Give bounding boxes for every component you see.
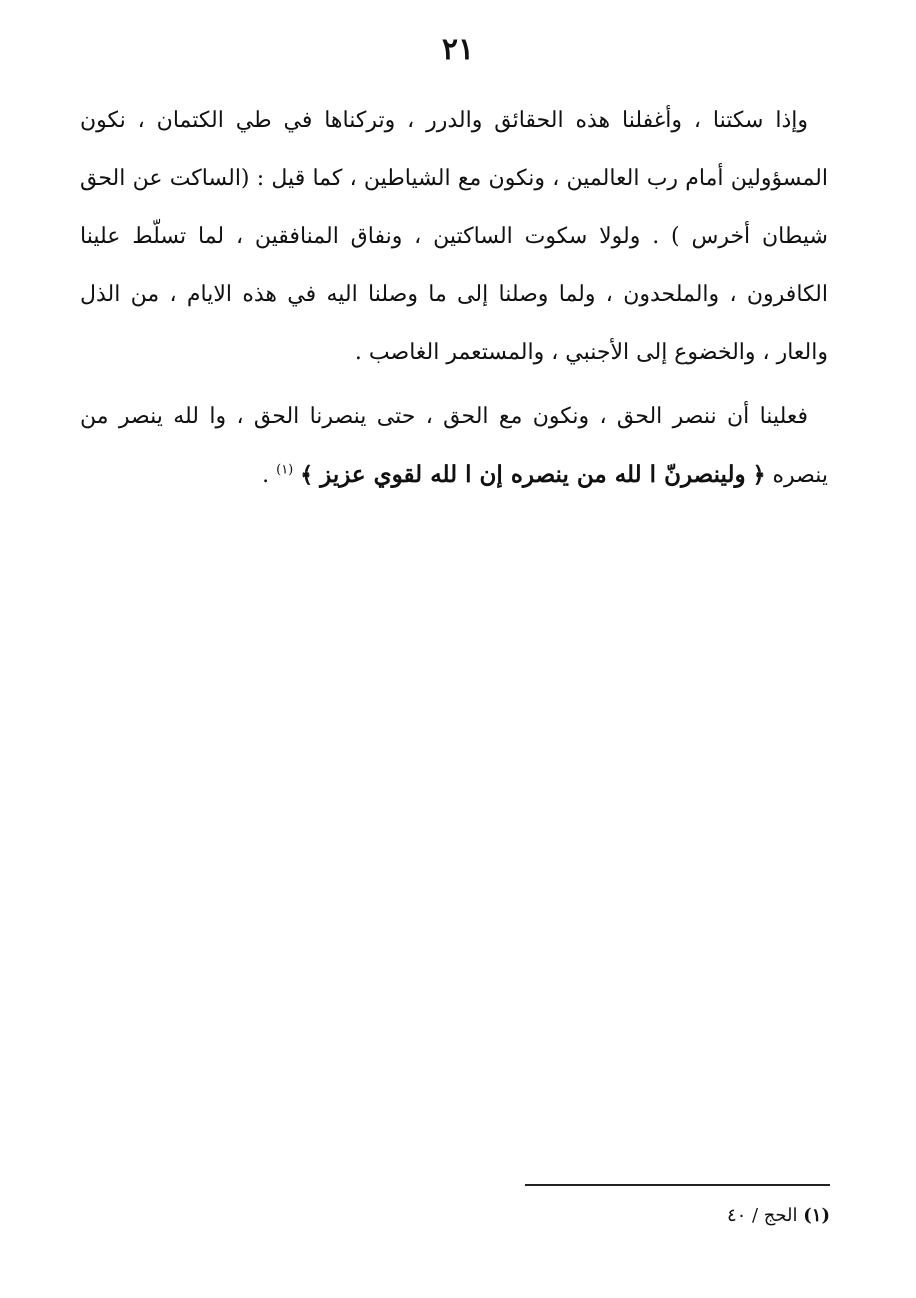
quran-close-bracket: ﴾	[300, 462, 314, 488]
paragraph-support-truth	[80, 388, 828, 505]
quran-open-bracket: ﴿	[752, 462, 766, 488]
paragraph-silence: وإذا سكتنا ، وأغفلنا هذه الحقائق والدرر ، وتركناها في طي الكتمان ، نكون المسؤولين أمام رب العالمين ، ونكون مع الشياطين ، كما قيل : (الساكت عن الحق شيطان أخرس ) . ولولا سكوت الساكتين ، ونفاق المنافقين ، لما تسلّط علينا الكافرون ، والملحدون ، ولما وصلنا إلى ما وصلنا اليه في هذه الايام ، من الذل والعار ، والخضوع إلى الأجنبي ، والمستعمر الغاصب .	[80, 108, 828, 365]
footnote-reference[interactable]: (١)	[276, 462, 294, 478]
footnote-divider	[525, 1184, 830, 1186]
paragraph-end-mark: .	[262, 463, 270, 488]
body-text	[80, 92, 828, 505]
paragraph-lead-text: فعلينا أن ننصر الحق ، ونكون مع الحق ، حتى ينصرنا الحق ، وا لله ينصر من ينصره	[80, 404, 828, 488]
quran-verse: ولينصرنّ ا لله من ينصره إن ا لله لقوي عزيز	[320, 461, 746, 488]
footnote-number: (١)	[803, 1205, 830, 1226]
footnote	[525, 1202, 830, 1230]
page-number: ٢١	[441, 32, 475, 67]
footnote-text: الحج / ٤٠	[726, 1205, 798, 1226]
